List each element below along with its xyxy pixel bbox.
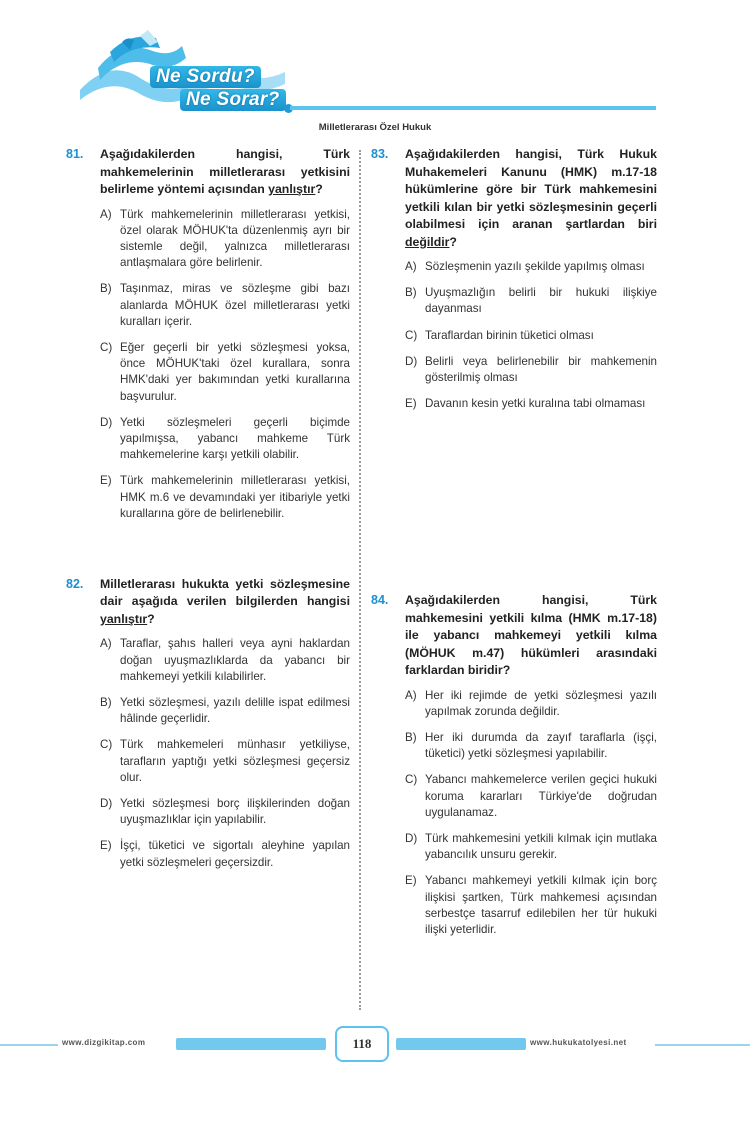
option-c[interactable]: C) Eğer geçerli bir yetki sözleşmesi yoksa, önce MÖHUK'taki özel kurallara, sonra HMK'daki yer bakımından yetki kurallarına başvurulur.: [100, 340, 350, 403]
logo-title-line2: Ne Sorar?: [180, 89, 286, 111]
question-number: 84.: [371, 593, 389, 607]
question-81: [66, 146, 350, 522]
question-stem: Aşağıdakilerden hangisi, Türk Hukuk Muhakemeleri Kanunu (HMK) m.17-18 hükümlerine göre bir Türk mahkemesini yetkili kılan bir yetki sözleşmesinin geçerli olabilmesi için aranan şartlardan biri değildir?: [405, 147, 657, 249]
question-83: [371, 146, 657, 412]
footer-rule-left: [0, 1044, 58, 1046]
question-stem: Milletlerarası hukukta yetki sözleşmesine dair aşağıda verilen bilgilerden hangisi yanlıştır?: [100, 576, 350, 626]
option-c[interactable]: C) Taraflardan birinin tüketici olması: [405, 328, 594, 342]
question-84: [371, 592, 657, 948]
option-e[interactable]: E) Yabancı mahkemeyi yetkili kılmak için borç ilişkisi şartken, Türk mahkemesi açısından serbestçe tasarruf edilebilen her tür hukuki ilişki yeterlidir.: [405, 874, 657, 936]
column-divider: [359, 150, 361, 1010]
option-e[interactable]: E) Türk mahkemelerinin milletlerarası yetkisi, HMK m.6 ve devamındaki yer itibariyle yetki kurallarına göre de belirlenebilir.: [100, 474, 350, 520]
option-d[interactable]: D) Yetki sözleşmesi borç ilişkilerinden doğan uyuşmazlıklar için yapılabilir.: [100, 797, 350, 827]
footer-url-right: www.hukukatolyesi.net: [530, 1038, 627, 1047]
question-number: 83.: [371, 147, 389, 161]
logo-title-line1: Ne Sordu?: [150, 66, 261, 88]
question-82: [66, 576, 350, 871]
right-column: [371, 146, 657, 936]
option-b[interactable]: B) Taşınmaz, miras ve sözleşme gibi bazı alanlarda MÖHUK özel milletlerarası yetki kuralları içerir.: [100, 282, 350, 328]
option-a[interactable]: A) Her iki rejimde de yetki sözleşmesi yazılı yapılmak zorunda değildir.: [405, 688, 657, 718]
question-number: 81.: [66, 147, 84, 161]
option-d[interactable]: D) Yetki sözleşmeleri geçerli biçimde yapılmışsa, yabancı mahkeme Türk mahkemelerine karşı yetkili olabilir.: [100, 415, 350, 462]
question-stem: Aşağıdakilerden hangisi, Türk mahkemelerinin milletlerarası yetkisini belirleme yöntemi açısından yanlıştır?: [100, 147, 350, 196]
header-rule: [290, 106, 656, 110]
option-a[interactable]: A) Türk mahkemelerinin milletlerarası yetkisi, özel olarak MÖHUK'ta düzenlenmiş ayrı bir sistemle değil, yalnızca milletlerarası antlaşmalara göre belirlenir.: [100, 207, 350, 270]
footer-rule-right: [655, 1044, 750, 1046]
options-list: [371, 259, 657, 412]
option-d[interactable]: D) Belirli veya belirlenebilir bir mahkemenin gösterilmiş olması: [405, 354, 657, 385]
option-c[interactable]: C) Türk mahkemeleri münhasır yetkiliyse, tarafların yaptığı yetki sözleşmesi geçersiz olur.: [100, 738, 350, 784]
option-a[interactable]: A) Taraflar, şahıs halleri veya ayni haklardan doğan uyuşmazlıklarda da yabancı bir mahkemeyi yetkili kılabilirler.: [100, 637, 350, 683]
footer-bar-left: [176, 1038, 326, 1050]
option-a[interactable]: A) Sözleşmenin yazılı şekilde yapılmış olması: [405, 260, 645, 273]
question-stem: Aşağıdakilerden hangisi, Türk mahkemesini yetkili kılma (HMK m.17-18) ile yabancı mahkemeyi yetkili kılma (MÖHUK m.47) hükümleri arasındaki farklardan biridir?: [405, 593, 657, 677]
subject-title: Milletlerarası Özel Hukuk: [318, 122, 432, 133]
options-list: [66, 636, 350, 870]
option-e[interactable]: E) Davanın kesin yetki kuralına tabi olmaması: [405, 397, 646, 411]
options-list: [371, 688, 657, 939]
option-e[interactable]: E) İşçi, tüketici ve sigortalı aleyhine yapılan yetki sözleşmeleri geçersizdir.: [100, 839, 350, 869]
option-b[interactable]: B) Her iki durumda da zayıf taraflarla (işçi, tüketici) yetki sözleşmesi yapılabilir.: [405, 730, 657, 761]
left-column: [66, 146, 350, 881]
footer-url-left: www.dizgikitap.com: [62, 1038, 146, 1047]
option-c[interactable]: C) Yabancı mahkemelerce verilen geçici hukuki koruma kararları Türkiye'de doğrudan uygulanamaz.: [405, 773, 657, 819]
options-list: [66, 207, 350, 522]
option-b[interactable]: B) Yetki sözleşmesi, yazılı delille ispat edilmesi hâlinde geçerlidir.: [100, 696, 350, 726]
option-d[interactable]: D) Türk mahkemesini yetkili kılmak için mutlaka yabancılık unsuru gerekir.: [405, 831, 657, 862]
footer-bar-right: [396, 1038, 526, 1050]
page-number: 118: [335, 1026, 389, 1062]
option-b[interactable]: B) Uyuşmazlığın belirli bir hukuki ilişkiye dayanması: [405, 286, 657, 316]
question-number: 82.: [66, 576, 84, 591]
